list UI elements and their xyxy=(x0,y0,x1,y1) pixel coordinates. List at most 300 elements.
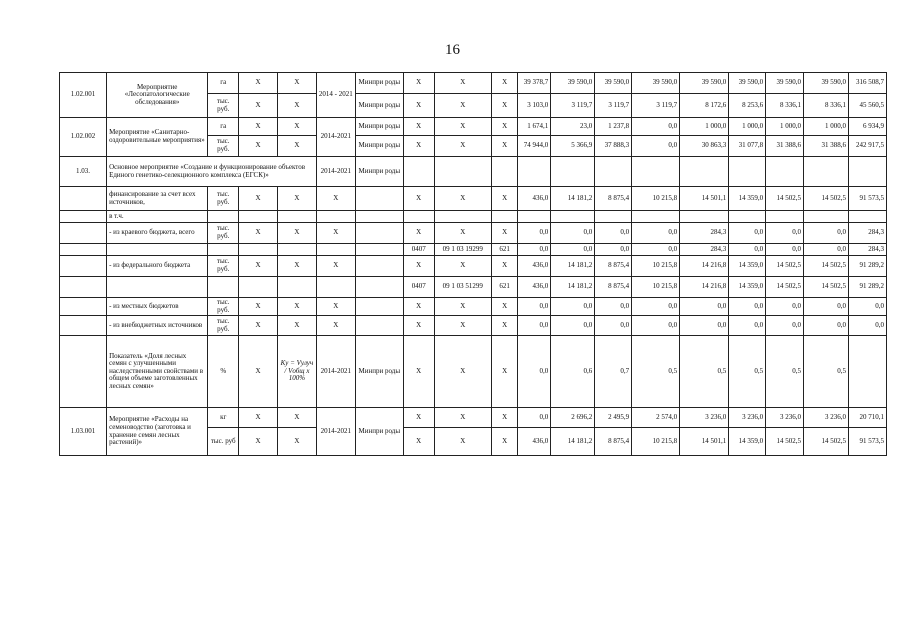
executor-cell xyxy=(355,316,403,336)
table-cell xyxy=(491,157,518,187)
value-cell: 0,0 xyxy=(804,298,849,316)
table-cell: X xyxy=(403,73,434,94)
table-cell xyxy=(766,211,804,223)
value-cell: 3 119,7 xyxy=(632,94,680,118)
period-cell: 2014-2021 xyxy=(316,408,355,456)
value-cell: 8 336,1 xyxy=(804,94,849,118)
value-cell: 0,5 xyxy=(632,336,680,408)
value-cell: 3 119,7 xyxy=(595,94,632,118)
value-cell: 14 502,5 xyxy=(804,187,849,211)
table-cell xyxy=(766,157,804,187)
table-cell: X xyxy=(277,136,316,157)
value-cell: 3 236,0 xyxy=(804,408,849,428)
total-cell: 91 289,2 xyxy=(849,256,887,277)
row-code xyxy=(60,298,107,316)
table-cell: X xyxy=(239,136,278,157)
table-cell: X xyxy=(403,118,434,136)
table-cell xyxy=(551,157,595,187)
table-cell: X xyxy=(316,298,355,316)
value-cell: 3 119,7 xyxy=(551,94,595,118)
total-cell xyxy=(849,336,887,408)
table-cell xyxy=(355,211,403,223)
total-cell: 0,0 xyxy=(849,316,887,336)
table-cell: X xyxy=(403,428,434,456)
table-cell: X xyxy=(434,223,491,244)
period-cell: 2014 - 2021 xyxy=(316,73,355,118)
total-cell: 284,3 xyxy=(849,244,887,256)
table-cell: X xyxy=(239,408,278,428)
row-name: финансирование за счет всех источников, xyxy=(107,187,208,211)
table-cell: X xyxy=(434,136,491,157)
value-cell: 0,0 xyxy=(729,316,766,336)
total-cell: 6 934,9 xyxy=(849,118,887,136)
table-cell: X xyxy=(239,223,278,244)
table-cell: X xyxy=(277,298,316,316)
page-number: 16 xyxy=(445,42,460,58)
table-row xyxy=(60,187,887,211)
value-cell: 39 590,0 xyxy=(551,73,595,94)
value-cell: 0,0 xyxy=(518,223,551,244)
value-cell: 0,0 xyxy=(804,223,849,244)
table-cell xyxy=(632,211,680,223)
table-cell xyxy=(518,211,551,223)
table-row xyxy=(60,336,887,408)
table-cell: X xyxy=(403,94,434,118)
value-cell: 0,0 xyxy=(595,223,632,244)
value-cell: 0,0 xyxy=(804,316,849,336)
value-cell: 0,0 xyxy=(804,244,849,256)
row-name: Мероприятие «Расходы на семеноводство (заготовка и хранение семян лесных растений)» xyxy=(107,408,208,456)
value-cell: 14 502,5 xyxy=(766,187,804,211)
executor-cell xyxy=(355,223,403,244)
table-cell xyxy=(316,244,355,256)
value-cell: 0,0 xyxy=(518,298,551,316)
executor-cell xyxy=(355,256,403,277)
row-code: 1.02.001 xyxy=(60,73,107,118)
value-cell: 31 388,6 xyxy=(804,136,849,157)
table-cell: X xyxy=(403,298,434,316)
table-row xyxy=(60,211,887,223)
row-code xyxy=(60,256,107,277)
table-cell xyxy=(804,211,849,223)
table-cell: X xyxy=(239,118,278,136)
value-cell: 8 875,4 xyxy=(595,277,632,298)
table-cell: X xyxy=(403,256,434,277)
value-cell: 0,0 xyxy=(518,316,551,336)
value-cell: 0,0 xyxy=(729,244,766,256)
value-cell: 1 000,0 xyxy=(680,118,729,136)
row-code xyxy=(60,316,107,336)
executor-cell: Минпри роды xyxy=(355,408,403,456)
table-cell: X xyxy=(239,316,278,336)
executor-cell: Минпри роды xyxy=(355,157,403,187)
table-cell: X xyxy=(434,408,491,428)
table-cell: X xyxy=(277,408,316,428)
value-cell: 14 181,2 xyxy=(551,187,595,211)
unit-cell xyxy=(208,244,239,256)
value-cell: 1 237,8 xyxy=(595,118,632,136)
value-cell: 39 590,0 xyxy=(595,73,632,94)
value-cell: 2 696,2 xyxy=(551,408,595,428)
table-cell: X xyxy=(403,408,434,428)
value-cell: 14 359,0 xyxy=(729,277,766,298)
executor-cell: Минпри роды xyxy=(355,118,403,136)
table-cell xyxy=(729,211,766,223)
table-cell: X xyxy=(239,336,278,408)
table-cell: X xyxy=(239,73,278,94)
unit-cell: тыс. руб. xyxy=(208,136,239,157)
table-cell: X xyxy=(434,428,491,456)
table-cell: X xyxy=(491,298,518,316)
table-cell: X xyxy=(491,223,518,244)
table-row xyxy=(60,256,887,277)
table-cell xyxy=(595,211,632,223)
period-cell: 2014-2021 xyxy=(316,157,355,187)
table-row xyxy=(60,223,887,244)
row-code xyxy=(60,244,107,256)
value-cell: 0,0 xyxy=(766,223,804,244)
row-code xyxy=(60,211,107,223)
row-name xyxy=(107,244,208,256)
value-cell: 0,0 xyxy=(680,298,729,316)
executor-cell: Минпри роды xyxy=(355,336,403,408)
table-cell xyxy=(595,157,632,187)
row-name: - из федерального бюджета xyxy=(107,256,208,277)
value-cell: 0,0 xyxy=(595,244,632,256)
row-name xyxy=(107,277,208,298)
value-cell: 0,0 xyxy=(632,244,680,256)
table-cell: X xyxy=(434,256,491,277)
value-cell: 8 875,4 xyxy=(595,428,632,456)
budget-code-cell: 621 xyxy=(491,277,518,298)
value-cell: 39 378,7 xyxy=(518,73,551,94)
table-cell: X xyxy=(239,94,278,118)
table-cell: X xyxy=(403,136,434,157)
value-cell: 0,0 xyxy=(518,336,551,408)
value-cell: 14 216,8 xyxy=(680,256,729,277)
value-cell: 2 495,9 xyxy=(595,408,632,428)
value-cell: 2 574,0 xyxy=(632,408,680,428)
table-cell xyxy=(804,157,849,187)
row-name: Мероприятие «Санитарно-оздоровительные мероприятия» xyxy=(107,118,208,157)
value-cell: 0,7 xyxy=(595,336,632,408)
table-row xyxy=(60,316,887,336)
unit-cell: тыс. руб. xyxy=(208,94,239,118)
unit-cell: тыс. руб. xyxy=(208,223,239,244)
value-cell: 0,6 xyxy=(551,336,595,408)
total-cell: 316 508,7 xyxy=(849,73,887,94)
value-cell: 0,0 xyxy=(680,316,729,336)
table-cell: X xyxy=(277,94,316,118)
value-cell: 14 181,2 xyxy=(551,428,595,456)
total-cell: 91 289,2 xyxy=(849,277,887,298)
row-name: Мероприятие «Лесопатологические обследования» xyxy=(107,73,208,118)
value-cell: 74 944,0 xyxy=(518,136,551,157)
row-name: Основное мероприятие «Создание и функционирование объектов Единого генетико-селекционного комплекса (ЕГСК)» xyxy=(107,157,317,187)
table-cell xyxy=(551,211,595,223)
row-code xyxy=(60,223,107,244)
executor-cell xyxy=(355,244,403,256)
value-cell: 8 253,6 xyxy=(729,94,766,118)
table-cell: X xyxy=(277,223,316,244)
row-name: - из внебюджетных источников xyxy=(107,316,208,336)
period-cell: 2014-2021 xyxy=(316,336,355,408)
table-cell: X xyxy=(491,136,518,157)
value-cell: 8 875,4 xyxy=(595,187,632,211)
value-cell: 14 501,1 xyxy=(680,187,729,211)
value-cell: 0,0 xyxy=(551,244,595,256)
value-cell: 0,0 xyxy=(518,408,551,428)
value-cell: 0,0 xyxy=(551,223,595,244)
table-cell xyxy=(491,211,518,223)
table-cell xyxy=(277,244,316,256)
value-cell: 0,0 xyxy=(632,316,680,336)
budget-code-cell: 0407 xyxy=(403,277,434,298)
value-cell: 0,0 xyxy=(632,223,680,244)
value-cell: 0,0 xyxy=(729,223,766,244)
unit-cell: га xyxy=(208,118,239,136)
table-cell: X xyxy=(491,336,518,408)
value-cell: 37 888,3 xyxy=(595,136,632,157)
table-cell xyxy=(403,157,434,187)
executor-cell: Минпри роды xyxy=(355,94,403,118)
row-name: - из краевого бюджета, всего xyxy=(107,223,208,244)
value-cell: 0,5 xyxy=(766,336,804,408)
table-cell: X xyxy=(277,256,316,277)
unit-cell: кг xyxy=(208,408,239,428)
table-row xyxy=(60,73,887,94)
value-cell: 39 590,0 xyxy=(632,73,680,94)
value-cell: 436,0 xyxy=(518,277,551,298)
table-cell xyxy=(680,157,729,187)
table-cell: X xyxy=(491,187,518,211)
value-cell: 0,5 xyxy=(729,336,766,408)
table-cell xyxy=(277,211,316,223)
total-cell: 20 710,1 xyxy=(849,408,887,428)
table-cell xyxy=(208,211,239,223)
value-cell: 10 215,8 xyxy=(632,428,680,456)
row-name: в т.ч. xyxy=(107,211,208,223)
value-cell: 14 502,5 xyxy=(804,428,849,456)
table-cell: X xyxy=(434,94,491,118)
table-row xyxy=(60,157,887,187)
unit-cell: га xyxy=(208,73,239,94)
value-cell: 14 502,5 xyxy=(766,428,804,456)
table-cell xyxy=(434,211,491,223)
table-cell: X xyxy=(491,73,518,94)
value-cell: 10 215,8 xyxy=(632,187,680,211)
value-cell: 1 674,1 xyxy=(518,118,551,136)
value-cell: 0,0 xyxy=(632,136,680,157)
value-cell: 0,0 xyxy=(551,316,595,336)
row-code xyxy=(60,277,107,298)
value-cell: 0,0 xyxy=(595,298,632,316)
value-cell: 30 863,3 xyxy=(680,136,729,157)
table-cell: X xyxy=(403,223,434,244)
total-cell: 0,0 xyxy=(849,298,887,316)
table-cell: X xyxy=(403,336,434,408)
row-name: - из местных бюджетов xyxy=(107,298,208,316)
unit-cell: тыс. руб. xyxy=(208,256,239,277)
table-cell: X xyxy=(239,298,278,316)
value-cell: 14 501,1 xyxy=(680,428,729,456)
unit-cell: % xyxy=(208,336,239,408)
table-cell xyxy=(239,211,278,223)
value-cell: 10 215,8 xyxy=(632,256,680,277)
unit-cell: тыс. руб. xyxy=(208,187,239,211)
executor-cell xyxy=(355,298,403,316)
value-cell: 0,5 xyxy=(680,336,729,408)
value-cell: 8 336,1 xyxy=(766,94,804,118)
table-row xyxy=(60,244,887,256)
value-cell: 5 366,9 xyxy=(551,136,595,157)
table-row xyxy=(60,118,887,136)
value-cell: 14 359,0 xyxy=(729,428,766,456)
table-cell xyxy=(434,157,491,187)
period-cell: 2014-2021 xyxy=(316,118,355,157)
table-cell: X xyxy=(491,316,518,336)
value-cell: 1 000,0 xyxy=(729,118,766,136)
value-cell: 436,0 xyxy=(518,428,551,456)
unit-cell: тыс. руб. xyxy=(208,316,239,336)
unit-cell: тыс. руб. xyxy=(208,298,239,316)
table-cell xyxy=(849,211,887,223)
value-cell: 1 000,0 xyxy=(766,118,804,136)
table-cell xyxy=(680,211,729,223)
table-cell: X xyxy=(491,408,518,428)
value-cell: 0,0 xyxy=(729,298,766,316)
unit-cell xyxy=(208,277,239,298)
table-cell: X xyxy=(491,94,518,118)
indicator-name: Показатель «Доля лесных семян с улучшенными наследственными свойствами в общем объеме заготовленных лесных семян» xyxy=(107,336,208,408)
table-cell xyxy=(729,157,766,187)
executor-cell: Минпри роды xyxy=(355,73,403,94)
row-code: 1.03.001 xyxy=(60,408,107,456)
table-cell xyxy=(316,211,355,223)
budget-code-cell: 09 1 03 51299 xyxy=(434,277,491,298)
table-cell: X xyxy=(239,256,278,277)
value-cell: 0,0 xyxy=(632,118,680,136)
table-cell: X xyxy=(434,336,491,408)
budget-code-cell: 0407 xyxy=(403,244,434,256)
table-cell xyxy=(239,277,278,298)
table-cell: X xyxy=(277,118,316,136)
table-cell: X xyxy=(316,256,355,277)
table-cell: X xyxy=(434,118,491,136)
table-cell xyxy=(849,157,887,187)
total-cell: 91 573,5 xyxy=(849,428,887,456)
value-cell: 39 590,0 xyxy=(766,73,804,94)
value-cell: 39 590,0 xyxy=(729,73,766,94)
value-cell: 10 215,8 xyxy=(632,277,680,298)
value-cell: 436,0 xyxy=(518,187,551,211)
table-cell: X xyxy=(316,223,355,244)
table-cell: X xyxy=(277,187,316,211)
value-cell: 14 502,5 xyxy=(766,277,804,298)
table-cell xyxy=(316,277,355,298)
total-cell: 284,3 xyxy=(849,223,887,244)
table-cell xyxy=(239,244,278,256)
table-row xyxy=(60,408,887,428)
executor-cell: Минпри роды xyxy=(355,136,403,157)
value-cell: 284,3 xyxy=(680,223,729,244)
formula-cell: Kу = Vулуч / Vобщ x 100% xyxy=(277,336,316,408)
value-cell: 0,0 xyxy=(551,298,595,316)
table-row xyxy=(60,277,887,298)
table-cell: X xyxy=(434,298,491,316)
value-cell: 8 875,4 xyxy=(595,256,632,277)
table-cell: X xyxy=(239,187,278,211)
program-table xyxy=(59,72,887,456)
value-cell: 3 236,0 xyxy=(729,408,766,428)
total-cell: 91 573,5 xyxy=(849,187,887,211)
row-code: 1.03. xyxy=(60,157,107,187)
table-cell: X xyxy=(277,73,316,94)
value-cell: 14 359,0 xyxy=(729,256,766,277)
value-cell: 8 172,6 xyxy=(680,94,729,118)
table-cell xyxy=(518,157,551,187)
table-cell: X xyxy=(434,187,491,211)
budget-code-cell: 09 1 03 19299 xyxy=(434,244,491,256)
value-cell: 14 502,5 xyxy=(804,277,849,298)
table-cell: X xyxy=(434,316,491,336)
table-cell: X xyxy=(239,428,278,456)
value-cell: 436,0 xyxy=(518,256,551,277)
executor-cell xyxy=(355,187,403,211)
value-cell: 14 502,5 xyxy=(804,256,849,277)
value-cell: 3 236,0 xyxy=(680,408,729,428)
row-code xyxy=(60,187,107,211)
value-cell: 3 103,0 xyxy=(518,94,551,118)
value-cell: 39 590,0 xyxy=(804,73,849,94)
table-cell: X xyxy=(491,428,518,456)
table-cell: X xyxy=(277,428,316,456)
total-cell: 45 560,5 xyxy=(849,94,887,118)
value-cell: 31 077,8 xyxy=(729,136,766,157)
table-cell xyxy=(277,277,316,298)
table-cell: X xyxy=(277,316,316,336)
value-cell: 14 181,2 xyxy=(551,256,595,277)
value-cell: 1 000,0 xyxy=(804,118,849,136)
table-cell xyxy=(403,211,434,223)
table-cell: X xyxy=(434,73,491,94)
table-cell: X xyxy=(316,316,355,336)
value-cell: 284,3 xyxy=(680,244,729,256)
table-row xyxy=(60,298,887,316)
value-cell: 39 590,0 xyxy=(680,73,729,94)
value-cell: 0,0 xyxy=(595,316,632,336)
row-code: 1.02.002 xyxy=(60,118,107,157)
value-cell: 0,0 xyxy=(632,298,680,316)
table-cell: X xyxy=(491,118,518,136)
row-code xyxy=(60,336,107,408)
value-cell: 3 236,0 xyxy=(766,408,804,428)
budget-code-cell: 621 xyxy=(491,244,518,256)
table-cell: X xyxy=(403,316,434,336)
value-cell: 0,0 xyxy=(766,298,804,316)
value-cell: 0,0 xyxy=(766,316,804,336)
value-cell: 23,0 xyxy=(551,118,595,136)
table-cell xyxy=(632,157,680,187)
unit-cell: тыс. руб xyxy=(208,428,239,456)
value-cell: 0,5 xyxy=(804,336,849,408)
table-cell: X xyxy=(403,187,434,211)
value-cell: 0,0 xyxy=(518,244,551,256)
total-cell: 242 917,5 xyxy=(849,136,887,157)
table-cell: X xyxy=(491,256,518,277)
value-cell: 14 181,2 xyxy=(551,277,595,298)
value-cell: 14 359,0 xyxy=(729,187,766,211)
